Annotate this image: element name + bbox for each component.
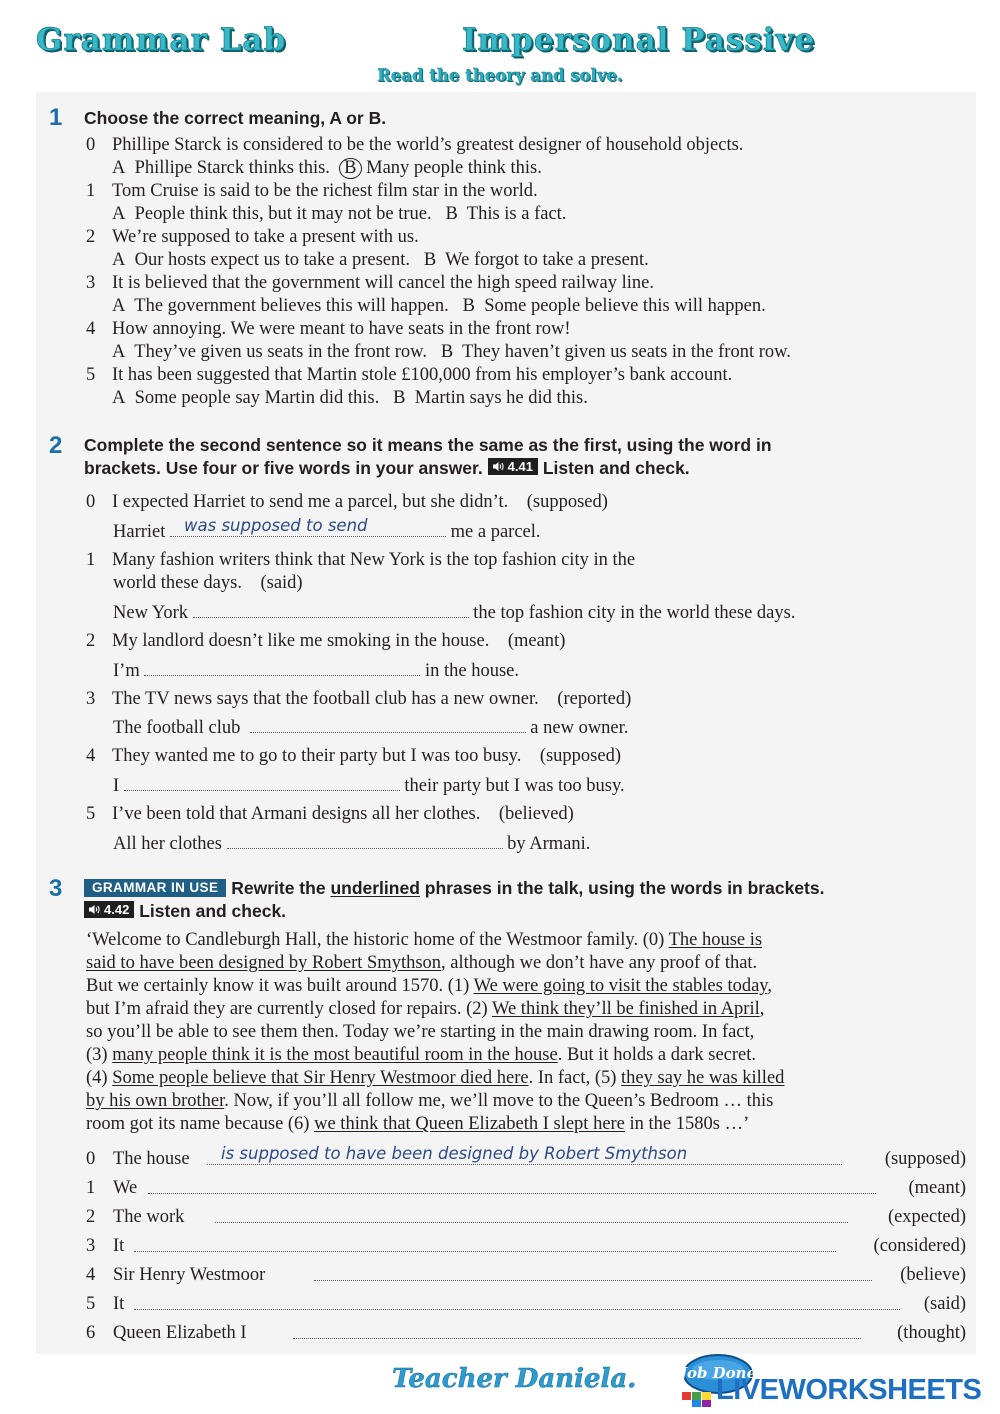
item-sentence: It has been suggested that Martin stole £100,000 from his employer’s bank account. (112, 365, 733, 385)
talk-text: (4) (86, 1068, 113, 1088)
option-a-letter[interactable]: A (112, 158, 126, 178)
audio-track-badge[interactable] (488, 458, 538, 475)
ex1-item-3 (86, 272, 654, 295)
row-number: 6 (86, 1323, 96, 1343)
exercise-2-instruction-line1: Complete the second sentence so it means the same as the first, using the word in (84, 435, 772, 455)
item-number: 0 (86, 492, 96, 512)
option-a-letter[interactable]: A (112, 342, 126, 362)
speaker-icon (89, 904, 101, 915)
talk-text: . Now, if you’ll all follow me, we’ll move to the Queen’s Bedroom … this (224, 1091, 774, 1111)
handwritten-answer: is supposed to have been designed by Robert Smythson (221, 1144, 688, 1163)
instruction-underlined: underlined (330, 878, 420, 898)
answer-suffix: by Armani. (507, 834, 591, 854)
exercise-3-instruction-line2 (84, 900, 286, 923)
talk-text: But we certainly know it was built around 1570. (1) (86, 976, 474, 996)
item-sentence: I expected Harriet to send me a parcel, but she didn’t. (112, 492, 509, 512)
item-sentence: I’ve been told that Armani designs all her clothes. (112, 804, 481, 824)
row-start: We (113, 1178, 138, 1198)
answer-blank[interactable] (144, 659, 420, 676)
talk-underlined: said to have been designed by Robert Smythson (86, 953, 442, 973)
talk-underlined: we think that Queen Elizabeth I slept here (314, 1114, 625, 1134)
bracket-word: (reported) (557, 689, 632, 709)
talk-line-2 (86, 952, 757, 975)
answer-prefix: All her clothes (113, 834, 222, 854)
grammar-in-use-badge: GRAMMAR IN USE (84, 879, 226, 897)
title-impersonal-passive: Impersonal Passive (462, 22, 816, 58)
bracket-word: (supposed) (526, 492, 608, 512)
talk-line-8 (86, 1090, 773, 1113)
exercise-1-number: 1 (49, 104, 63, 131)
bracket-word: (considered) (873, 1236, 966, 1256)
item-sentence: Many fashion writers think that New York is the top fashion city in the (112, 550, 636, 570)
bracket-word: (expected) (887, 1207, 966, 1227)
ex1-item-2 (86, 226, 419, 249)
row-start: It (113, 1236, 125, 1256)
talk-text: (3) (86, 1045, 113, 1065)
item-sentence: How annoying. We were meant to have seats in the front row! (112, 319, 571, 339)
exercise-3-instruction-line1 (84, 877, 824, 900)
option-a-text: Our hosts expect us to take a present. (134, 250, 410, 270)
talk-underlined: they say he was killed (621, 1068, 785, 1088)
row-start: The work (113, 1207, 185, 1227)
answer-prefix: I’m (113, 661, 140, 681)
answer-blank[interactable] (134, 1293, 900, 1310)
ex2-item-0 (86, 491, 608, 514)
ex1-item-4 (86, 318, 570, 341)
ex2-item-2 (86, 630, 565, 653)
liveworksheets-brand: LIVEWORKSHEETS (716, 1374, 982, 1406)
talk-text: . But it holds a dark secret. (557, 1045, 757, 1065)
ex2-item-1-answer-line (113, 601, 795, 625)
item-sentence: It is believed that the government will cancel the high speed railway line. (112, 273, 654, 293)
option-a-text: They’ve given us seats in the front row. (134, 342, 427, 362)
row-start: It (113, 1294, 125, 1314)
option-b-letter[interactable]: B (445, 204, 458, 224)
answer-blank[interactable] (124, 774, 400, 791)
talk-text: but I’m afraid they are currently closed for repairs. (2) (86, 999, 492, 1019)
row-number: 0 (86, 1149, 96, 1169)
ex1-item-0-options (112, 157, 542, 180)
item-number: 4 (86, 746, 96, 766)
answer-blank[interactable] (134, 1235, 836, 1252)
option-b-text: We forgot to take a present. (445, 250, 649, 270)
answer-suffix: in the house. (424, 661, 519, 681)
item-number: 5 (86, 365, 96, 385)
bracket-word: (meant) (507, 631, 566, 651)
answer-blank[interactable] (293, 1322, 861, 1339)
talk-underlined: The house is (668, 930, 763, 950)
option-b-letter[interactable]: B (393, 388, 406, 408)
ex2-item-5 (86, 803, 574, 826)
talk-underlined: We think they’ll be finished in April (491, 999, 760, 1019)
item-number: 1 (86, 550, 96, 570)
option-a-letter[interactable]: A (112, 204, 126, 224)
ex2-item-0-answer-line (113, 516, 541, 544)
title-grammar-lab: Grammar Lab (36, 22, 287, 58)
bracket-word: (supposed) (539, 746, 621, 766)
item-sentence-cont: world these days. (113, 573, 242, 593)
item-sentence: My landlord doesn’t like me smoking in the house. (112, 631, 490, 651)
audio-track-number: 4.41 (507, 459, 533, 474)
option-b-letter[interactable]: B (440, 342, 454, 362)
logo-job-done: Job Done (679, 1364, 757, 1382)
ex2-item-3-answer-line (113, 716, 628, 740)
instruction-text: brackets. Use four or five words in your answer. (84, 458, 483, 478)
option-b-text: Some people believe this will happen. (484, 296, 766, 316)
row-number: 3 (86, 1236, 96, 1256)
talk-text: , (767, 976, 772, 996)
answer-prefix: I (113, 776, 120, 796)
answer-prefix: The football club (113, 718, 241, 738)
option-b-letter[interactable]: B (423, 250, 437, 270)
talk-text: room got its name because (6) (86, 1114, 315, 1134)
item-sentence: We’re supposed to take a present with us. (112, 227, 419, 247)
item-number: 3 (86, 273, 96, 293)
answer-prefix: New York (113, 603, 189, 623)
ex2-item-2-answer-line (113, 659, 519, 683)
bracket-word: (supposed) (884, 1149, 966, 1169)
talk-underlined: Some people believe that Sir Henry Westmoor died here (112, 1068, 529, 1088)
audio-track-number: 4.42 (104, 902, 130, 917)
ex1-item-1 (86, 180, 538, 203)
option-a-letter[interactable]: A (112, 296, 126, 316)
talk-line-3 (86, 975, 772, 998)
ex1-item-4-options (112, 341, 791, 364)
row-number: 5 (86, 1294, 96, 1314)
item-sentence: The TV news says that the football club has a new owner. (112, 689, 539, 709)
option-b-text: Martin says he did this. (414, 388, 588, 408)
answer-blank[interactable] (148, 1177, 876, 1194)
ex2-item-4 (86, 745, 621, 768)
talk-text: . In fact, (5) (528, 1068, 622, 1088)
option-b-text: This is a fact. (466, 204, 567, 224)
talk-text: , although we don’t have any proof of that. (441, 953, 758, 973)
instruction-text-end: phrases in the talk, using the words in brackets. (424, 878, 825, 898)
row-start: The house (113, 1149, 190, 1169)
item-number: 2 (86, 227, 96, 247)
option-a-text: Some people say Martin did this. (134, 388, 380, 408)
item-sentence: They wanted me to go to their party but I was too busy. (112, 746, 522, 766)
exercise-2-instruction-line2 (84, 457, 690, 480)
talk-line-1 (86, 929, 762, 952)
item-sentence: Tom Cruise is said to be the richest film star in the world. (112, 181, 538, 201)
ex2-item-1-cont (113, 572, 303, 595)
option-a-text: The government believes this will happen. (134, 296, 449, 316)
answer-suffix: their party but I was too busy. (404, 776, 625, 796)
bracket-word: (believed) (498, 804, 574, 824)
teacher-credit: Teacher Daniela. (392, 1364, 637, 1394)
handwritten-answer: was supposed to send (184, 516, 368, 535)
ex2-item-4-answer-line (113, 774, 625, 798)
talk-text: , (759, 999, 765, 1019)
answer-blank[interactable] (314, 1264, 872, 1281)
option-b-letter[interactable]: B (462, 296, 475, 316)
bracket-word: (thought) (897, 1323, 966, 1343)
bracket-word: (meant) (908, 1178, 966, 1198)
answer-suffix: a new owner. (530, 718, 629, 738)
option-a-letter[interactable]: A (112, 250, 126, 270)
audio-track-badge[interactable] (84, 901, 134, 918)
item-number: 3 (86, 689, 96, 709)
listen-and-check: Listen and check. (139, 901, 287, 921)
answer-suffix: me a parcel. (450, 522, 541, 542)
talk-text: ‘Welcome to Candleburgh Hall, the historic home of the Westmoor family. (0) (86, 930, 669, 950)
answer-prefix: Harriet (113, 522, 166, 542)
answer-suffix: the top fashion city in the world these days. (473, 603, 796, 623)
talk-line-6 (86, 1044, 756, 1067)
talk-text: so you’ll be able to see them then. Today we’re starting in the main drawing room. In fact, (86, 1022, 755, 1042)
talk-underlined: We were going to visit the stables today (473, 976, 768, 996)
worksheet-subtitle: Read the theory and solve. (377, 66, 623, 85)
ex2-item-3 (86, 688, 631, 711)
item-sentence: Phillipe Starck is considered to be the world’s greatest designer of household objects. (112, 135, 744, 155)
answer-blank[interactable] (250, 716, 526, 733)
option-b-text: They haven’t given us seats in the front row. (462, 342, 791, 362)
item-number: 0 (86, 135, 96, 155)
row-number: 4 (86, 1265, 96, 1285)
talk-underlined: many people think it is the most beautiful room in the house (112, 1045, 558, 1065)
speaker-icon (493, 461, 505, 472)
row-number: 2 (86, 1207, 96, 1227)
talk-line-4 (86, 998, 764, 1021)
talk-underlined: by his own brother (86, 1091, 225, 1111)
talk-line-7 (86, 1067, 784, 1090)
worksheet-page (36, 92, 976, 1354)
instruction-text: Rewrite the (231, 878, 326, 898)
option-b-text: Many people think this. (366, 158, 542, 178)
option-a-text: People think this, but it may not be true. (134, 204, 432, 224)
ex1-item-1-options (112, 203, 566, 226)
answer-blank[interactable] (227, 832, 503, 849)
ex2-item-5-answer-line (113, 832, 590, 856)
exercise-1-instruction: Choose the correct meaning, A or B. (84, 108, 387, 128)
bracket-word: (said) (260, 573, 303, 593)
answer-blank[interactable] (207, 1144, 842, 1165)
row-start: Queen Elizabeth I (113, 1323, 247, 1343)
item-number: 2 (86, 631, 96, 651)
talk-line-5 (86, 1021, 754, 1044)
listen-and-check: Listen and check. (542, 458, 690, 478)
option-a-text: Phillipe Starck thinks this. (134, 158, 330, 178)
option-b-letter-circled[interactable]: B (339, 158, 361, 179)
ex1-item-5 (86, 364, 732, 387)
item-number: 5 (86, 804, 96, 824)
item-number: 4 (86, 319, 96, 339)
answer-blank[interactable] (215, 1206, 848, 1223)
item-number: 1 (86, 181, 96, 201)
exercise-3-number: 3 (49, 875, 63, 902)
exercise-2-number: 2 (49, 432, 63, 459)
ex1-item-0 (86, 134, 743, 157)
option-a-letter[interactable]: A (112, 388, 126, 408)
bracket-word: (said) (923, 1294, 966, 1314)
ex1-item-3-options (112, 295, 766, 318)
worksheet-title (36, 22, 976, 68)
ex1-item-2-options (112, 249, 649, 272)
row-number: 1 (86, 1178, 96, 1198)
ex2-item-1 (86, 549, 635, 572)
row-start: Sir Henry Westmoor (113, 1265, 266, 1285)
talk-text: in the 1580s …’ (624, 1114, 750, 1134)
ex1-item-5-options (112, 387, 588, 410)
answer-blank[interactable] (170, 516, 446, 537)
bracket-word: (believe) (900, 1265, 966, 1285)
talk-line-9 (86, 1113, 749, 1136)
answer-blank[interactable] (193, 601, 469, 618)
